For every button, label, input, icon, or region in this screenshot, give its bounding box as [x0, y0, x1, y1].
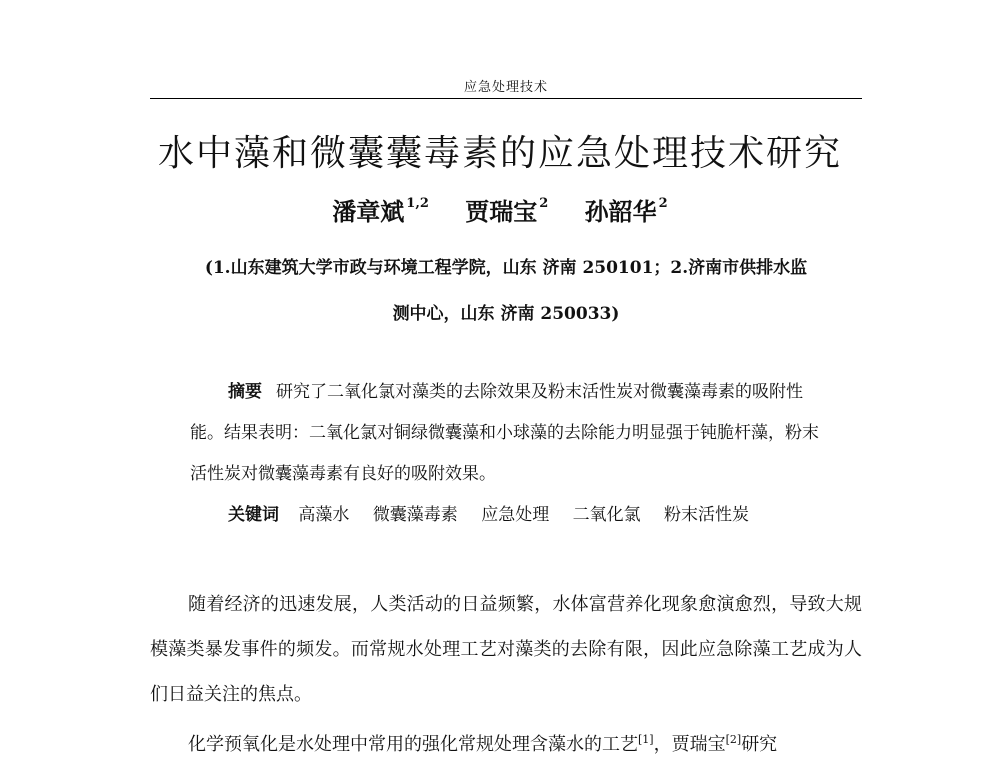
author-affil-mark: 1,2	[406, 196, 429, 211]
affiliation	[150, 245, 862, 337]
abstract-block	[190, 372, 830, 536]
affiliation-line: 测中心，山东 济南 250033)	[392, 304, 620, 324]
keywords	[190, 495, 830, 536]
body-text-run: ，贾瑞宝	[653, 734, 726, 755]
body-text-run: 化学预氧化是水处理中常用的强化常规处理含藻水的工艺	[188, 734, 638, 755]
author-affil-mark: 2	[539, 196, 549, 211]
author-list	[0, 192, 1000, 227]
abstract-label: 摘要	[228, 382, 262, 402]
keyword: 高藻水	[298, 505, 350, 525]
author	[585, 197, 668, 226]
author-name: 贾瑞宝	[465, 197, 538, 226]
author	[332, 197, 429, 226]
affiliation-line: (1.山东建筑大学市政与环境工程学院，山东 济南 250101；2.济南市供排水监	[204, 258, 808, 278]
citation: [2]	[725, 733, 742, 746]
keyword: 二氧化氯	[572, 505, 641, 525]
citation: [1]	[638, 733, 654, 746]
author	[465, 197, 548, 226]
author-name: 潘章斌	[332, 197, 405, 226]
keywords-label: 关键词	[228, 505, 279, 525]
author-name: 孙韶华	[584, 197, 657, 226]
abstract	[190, 372, 830, 495]
body-text	[150, 582, 862, 767]
keyword: 应急处理	[481, 505, 550, 525]
body-paragraph: 随着经济的迅速发展，人类活动的日益频繁，水体富营养化现象愈演愈烈，导致大规模藻类暴发事件的频发。而常规水处理工艺对藻类的去除有限，因此应急除藻工艺成为人们日益关注的焦点。	[150, 594, 862, 705]
author-affil-mark: 2	[658, 196, 668, 211]
body-text-run: 研究	[741, 734, 778, 755]
keyword: 粉末活性炭	[664, 505, 750, 525]
running-head: 应急处理技术	[463, 80, 548, 95]
keyword: 微囊藻毒素	[372, 505, 458, 525]
header-rule	[150, 98, 862, 99]
paper-title: 水中藻和微囊囊毒素的应急处理技术研究	[157, 133, 842, 174]
abstract-text: 研究了二氧化氯对藻类的去除效果及粉末活性炭对微囊藻毒素的吸附性能。结果表明：二氧化氯对铜绿微囊藻和小球藻的去除能力明显强于钝脆杆藻，粉末活性炭对微囊藻毒素有良好的吸附效果。	[190, 382, 819, 484]
